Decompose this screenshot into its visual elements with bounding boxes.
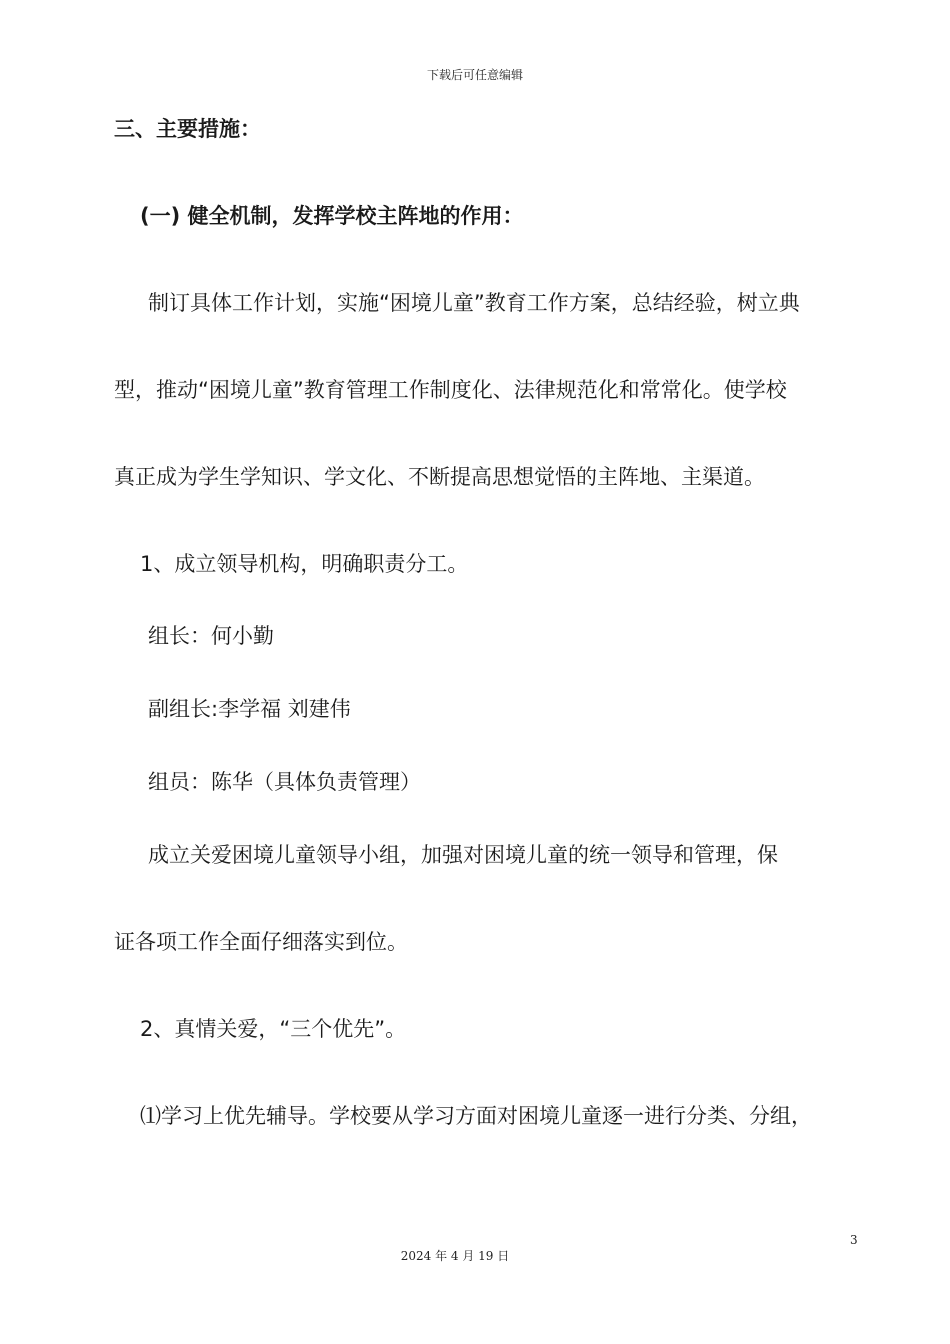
item-2-heading: 2、真情关爱，“三个优先”。 — [140, 1017, 407, 1041]
deputy-leader-line: 副组长:李学福 刘建伟 — [148, 697, 351, 721]
footer-date: 2024 年 4 月 19 日 — [400, 1249, 510, 1263]
header-note: 下载后可任意编辑 — [426, 68, 523, 82]
paragraph-2-line-1: 成立关爱困境儿童领导小组，加强对困境儿童的统一领导和管理，保 — [148, 843, 778, 867]
section-heading: 三、主要措施： — [114, 117, 261, 141]
member-line: 组员：陈华（具体负责管理） — [148, 770, 421, 794]
paragraph-1-line-2: 型，推动“困境儿童”教育管理工作制度化、法律规范化和常常化。使学校 — [114, 378, 787, 402]
leader-line: 组长：何小勤 — [148, 624, 274, 648]
subsection-heading: (一) 健全机制，发挥学校主阵地的作用： — [140, 204, 524, 228]
paragraph-1-line-1: 制订具体工作计划，实施“困境儿童”教育工作方案，总结经验，树立典 — [148, 291, 800, 315]
item-1-heading: 1、成立领导机构，明确职责分工。 — [140, 552, 469, 576]
paragraph-1-line-3: 真正成为学生学知识、学文化、不断提高思想觉悟的主阵地、主渠道。 — [114, 465, 765, 489]
paragraph-3-line-1: ⑴学习上优先辅导。学校要从学习方面对困境儿童逐一进行分类、分组， — [140, 1104, 812, 1128]
page-number: 3 — [850, 1233, 858, 1247]
paragraph-2-line-2: 证各项工作全面仔细落实到位。 — [114, 930, 408, 954]
